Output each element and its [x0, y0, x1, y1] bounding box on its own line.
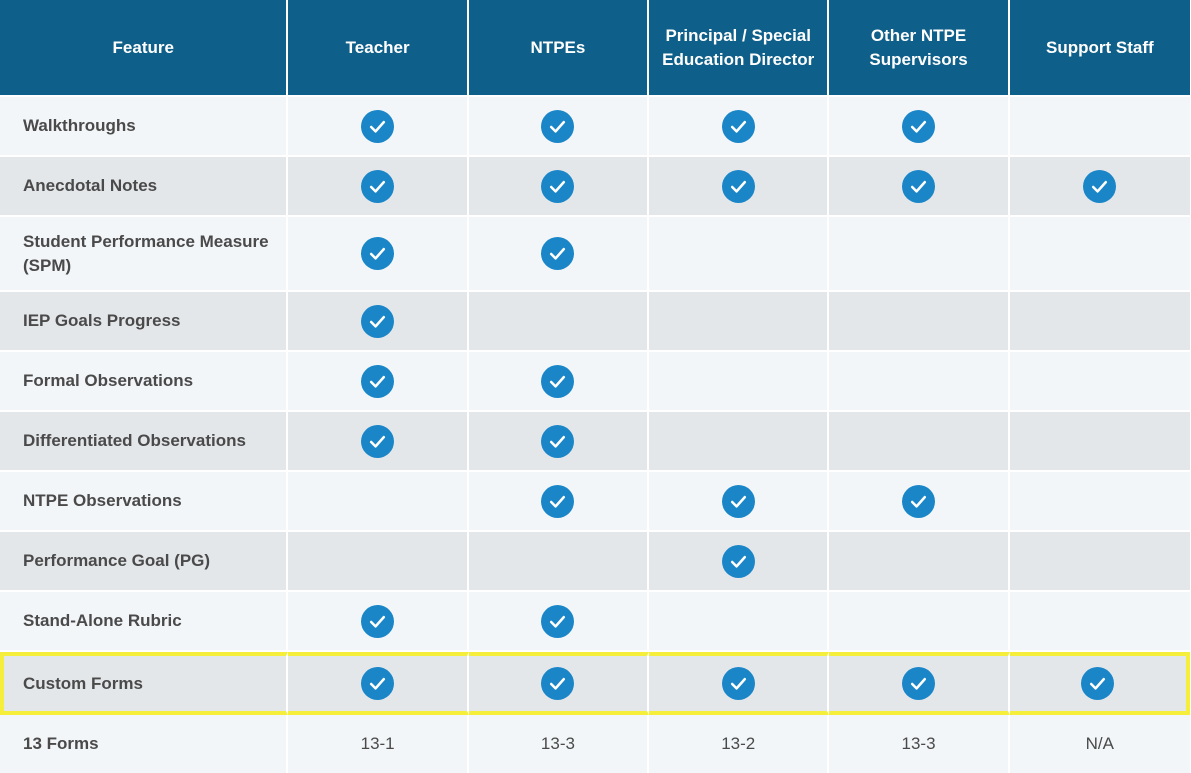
role-cell [288, 412, 468, 472]
footer-value: N/A [1010, 715, 1190, 773]
role-cell [1010, 472, 1190, 532]
feature-name: Formal Observations [0, 352, 288, 412]
role-cell [469, 532, 649, 592]
role-cell [1010, 652, 1190, 715]
check-circle-icon [361, 667, 394, 700]
feature-name: Student Performance Measure (SPM) [0, 217, 288, 292]
check-circle-icon [361, 365, 394, 398]
role-cell [829, 592, 1009, 652]
table-row [0, 652, 1190, 715]
feature-name: Differentiated Observations [0, 412, 288, 472]
check-circle-icon [361, 305, 394, 338]
check-circle-icon [541, 170, 574, 203]
role-cell [469, 292, 649, 352]
check-circle-icon [722, 545, 755, 578]
check-circle-icon [722, 170, 755, 203]
role-cell [649, 292, 829, 352]
role-cell [469, 412, 649, 472]
footer-feature: 13 Forms [0, 715, 288, 773]
role-cell [288, 652, 468, 715]
role-cell [288, 292, 468, 352]
check-circle-icon [902, 110, 935, 143]
footer-value: 13-1 [288, 715, 468, 773]
feature-name: Anecdotal Notes [0, 157, 288, 217]
check-circle-icon [722, 110, 755, 143]
header-role-ntpes: NTPEs [469, 0, 649, 97]
check-circle-icon [541, 237, 574, 270]
role-cell [469, 592, 649, 652]
role-cell [829, 157, 1009, 217]
role-cell [1010, 532, 1190, 592]
check-circle-icon [361, 110, 394, 143]
role-cell [649, 652, 829, 715]
role-cell [829, 97, 1009, 157]
check-circle-icon [722, 667, 755, 700]
check-circle-icon [361, 237, 394, 270]
table-row [0, 532, 1190, 592]
table-row [0, 292, 1190, 352]
role-cell [649, 532, 829, 592]
table-row [0, 592, 1190, 652]
role-cell [469, 217, 649, 292]
feature-name: IEP Goals Progress [0, 292, 288, 352]
role-cell [469, 472, 649, 532]
footer-value: 13-3 [829, 715, 1009, 773]
role-cell [829, 292, 1009, 352]
role-cell [288, 592, 468, 652]
role-cell [288, 532, 468, 592]
check-circle-icon [541, 365, 574, 398]
role-cell [1010, 97, 1190, 157]
role-cell [649, 412, 829, 472]
feature-name: Performance Goal (PG) [0, 532, 288, 592]
header-row [0, 0, 1190, 97]
table-row [0, 157, 1190, 217]
header-feature: Feature [0, 0, 288, 97]
role-cell [288, 97, 468, 157]
role-cell [288, 217, 468, 292]
footer-value: 13-3 [469, 715, 649, 773]
table-row [0, 97, 1190, 157]
role-cell [469, 352, 649, 412]
check-circle-icon [902, 667, 935, 700]
header-role-principal: Principal / Special Education Director [649, 0, 829, 97]
feature-name: Stand-Alone Rubric [0, 592, 288, 652]
role-cell [829, 532, 1009, 592]
role-cell [829, 217, 1009, 292]
role-cell [649, 157, 829, 217]
table-row [0, 472, 1190, 532]
check-circle-icon [1081, 667, 1114, 700]
role-cell [649, 592, 829, 652]
role-cell [1010, 217, 1190, 292]
feature-name: Walkthroughs [0, 97, 288, 157]
role-cell [1010, 412, 1190, 472]
check-circle-icon [541, 110, 574, 143]
role-cell [649, 472, 829, 532]
footer-value: 13-2 [649, 715, 829, 773]
role-cell [649, 217, 829, 292]
role-cell [288, 352, 468, 412]
role-cell [829, 652, 1009, 715]
check-circle-icon [361, 170, 394, 203]
role-cell [1010, 292, 1190, 352]
table-row [0, 352, 1190, 412]
check-circle-icon [1083, 170, 1116, 203]
role-cell [649, 352, 829, 412]
table-row [0, 217, 1190, 292]
check-circle-icon [902, 485, 935, 518]
header-role-other-supervisors: Other NTPE Supervisors [829, 0, 1009, 97]
header-role-teacher: Teacher [288, 0, 468, 97]
role-cell [649, 97, 829, 157]
header-role-support-staff: Support Staff [1010, 0, 1190, 97]
role-cell [829, 352, 1009, 412]
feature-name: NTPE Observations [0, 472, 288, 532]
feature-name: Custom Forms [0, 652, 288, 715]
check-circle-icon [541, 667, 574, 700]
check-circle-icon [361, 605, 394, 638]
role-cell [288, 157, 468, 217]
role-cell [469, 97, 649, 157]
role-cell [1010, 352, 1190, 412]
check-circle-icon [541, 425, 574, 458]
role-cell [469, 652, 649, 715]
role-cell [1010, 592, 1190, 652]
footer-row [0, 715, 1190, 773]
role-cell [469, 157, 649, 217]
table-row [0, 412, 1190, 472]
check-circle-icon [902, 170, 935, 203]
role-cell [829, 472, 1009, 532]
role-cell [288, 472, 468, 532]
check-circle-icon [722, 485, 755, 518]
role-cell [829, 412, 1009, 472]
check-circle-icon [541, 485, 574, 518]
check-circle-icon [541, 605, 574, 638]
role-cell [1010, 157, 1190, 217]
check-circle-icon [361, 425, 394, 458]
